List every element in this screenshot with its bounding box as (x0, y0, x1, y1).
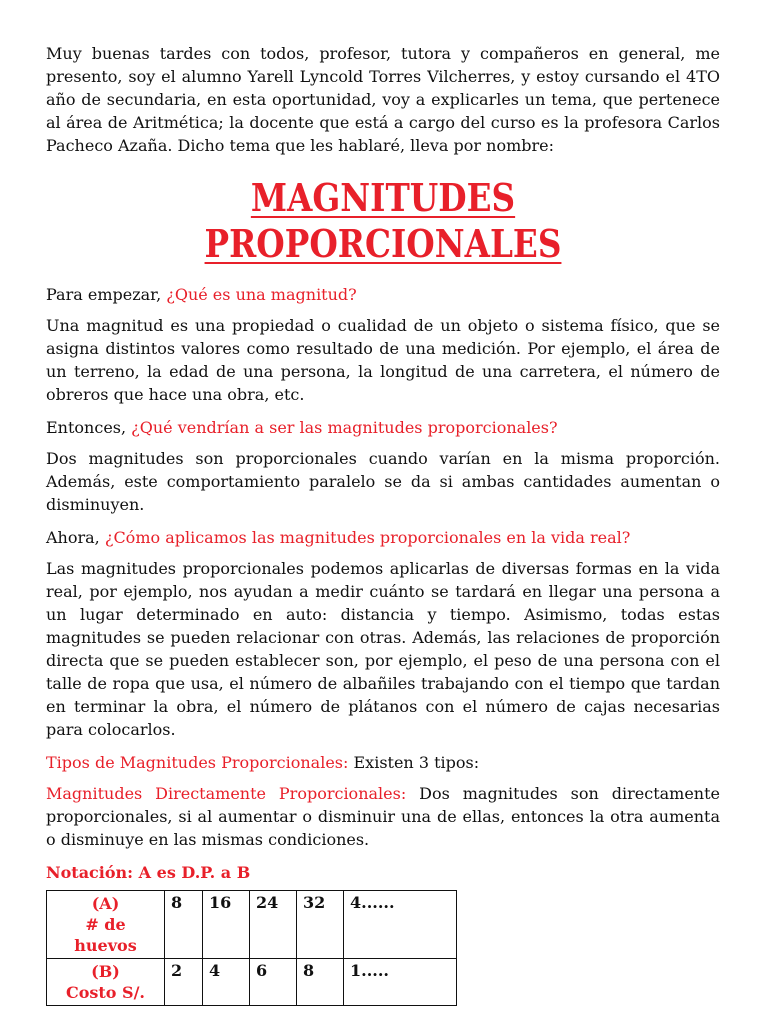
table-cell: 6 (250, 959, 297, 1006)
question-1-text: ¿Qué es una magnitud? (166, 285, 357, 304)
table-row (47, 891, 457, 959)
table-row (47, 959, 457, 1006)
row-a-label: # de huevos (74, 915, 137, 955)
row-a-tag: (A) (91, 894, 120, 913)
table-cell: 24 (250, 891, 297, 959)
types-text: Existen 3 tipos: (348, 753, 480, 772)
row-b-tag: (B) (91, 962, 120, 981)
question-3 (46, 526, 720, 549)
proportion-table (46, 890, 457, 1006)
document-title: MAGNITUDES PROPORCIONALES (204, 175, 562, 266)
types-label: Tipos de Magnitudes Proporcionales: (46, 753, 349, 772)
intro-paragraph: Muy buenas tardes con todos, profesor, tutora y compañeros en general, me presento, soy el alumno Yarell Lyncold Torres Vilcherres, y estoy cursando el 4TO año de secundaria, en esta oportunidad, voy a explicarles un tema, que pertenece al área de Aritmética; la docente que está a cargo del curso es la profesora Carlos Pacheco Azaña. Dicho tema que les hablaré, lleva por nombre: (46, 44, 720, 155)
question-1-lead: Para empezar, (46, 285, 167, 304)
paragraph-3: Las magnitudes proporcionales podemos aplicarlas de diversas formas en la vida real, por ejemplo, nos ayudan a medir cuánto se tardará en llegar una persona a un lugar determinado en auto: distancia y tiempo. Asimismo, todas estas magnitudes se pueden relacionar con otras. Además, las relaciones de proporción directa que se pueden establecer son, por ejemplo, el peso de una persona con el talle de ropa que usa, el número de albañiles trabajando con el tiempo que tardan en terminar la obra, el número de plátanos con el número de cajas necesarias para colocarlos. (46, 559, 720, 739)
question-2-text: ¿Qué vendrían a ser las magnitudes proporcionales? (131, 418, 558, 437)
table-cell: 4...... (344, 891, 457, 959)
question-3-text: ¿Cómo aplicamos las magnitudes proporcionales en la vida real? (104, 528, 631, 547)
table-cell: 32 (297, 891, 344, 959)
row-a-header (47, 891, 165, 959)
question-2-lead: Entonces, (46, 418, 132, 437)
row-b-label: Costo S/. (65, 983, 145, 1002)
question-2 (46, 416, 720, 439)
direct-proportional-paragraph (46, 782, 720, 851)
paragraph-2: Dos magnitudes son proporcionales cuando varían en la misma proporción. Además, este comportamiento paralelo se da si ambas cantidades aumentan o disminuyen. (46, 449, 720, 514)
question-3-lead: Ahora, (46, 528, 105, 547)
direct-label: Magnitudes Directamente Proporcionales: (46, 784, 407, 803)
title-wrapper (93, 175, 673, 267)
notation: Notación: A es D.P. a B (46, 863, 251, 882)
table-cell: 2 (165, 959, 203, 1006)
table-cell: 8 (165, 891, 203, 959)
direct-text: Dos magnitudes son directamente proporcionales, si al aumentar o disminuir una de ellas, entonces la otra aumenta o disminuye en las mismas condiciones. (46, 784, 721, 849)
question-1 (46, 283, 720, 306)
table-cell: 8 (297, 959, 344, 1006)
table-cell: 1..... (344, 959, 457, 1006)
paragraph-1: Una magnitud es una propiedad o cualidad de un objeto o sistema físico, que se asigna distintos valores como resultado de una medición. Por ejemplo, el área de un terreno, la edad de una persona, la longitud de una carretera, el número de obreros que hace una obra, etc. (46, 316, 720, 404)
table-cell: 16 (203, 891, 250, 959)
table-cell: 4 (203, 959, 250, 1006)
types-line (46, 751, 720, 774)
row-b-header (47, 959, 165, 1006)
